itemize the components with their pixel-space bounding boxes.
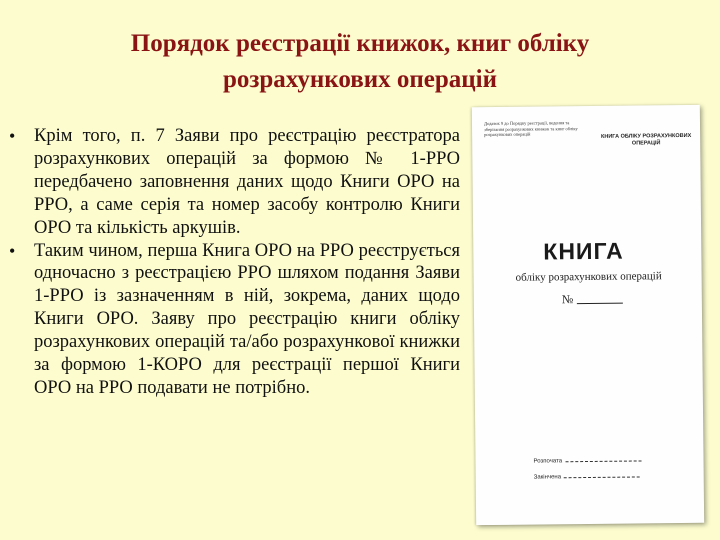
annex-note: Додаток 9 до Порядку реєстрації, ведення та зберігання розрахункових книжок та книг обліку розрахункових операцій bbox=[483, 120, 578, 138]
finished-label: Закінчена bbox=[533, 474, 562, 481]
finished-blank-line bbox=[564, 476, 640, 478]
bullet-item-1 bbox=[9, 125, 460, 240]
cover-number-label: № bbox=[561, 292, 574, 307]
slide-title bbox=[0, 26, 720, 98]
bullet-text-2: Таким чином, перша Книга ОРО на РРО реєструється одночасно з реєстрацією РРО шляхом подання Заяви 1-РРО із зазначенням в ній, зокрема, даних щодо Книги ОРО. Заяву про реєстрацію книги обліку розрахункових операцій та/або розрахункової книжки за формою 1-КОРО для реєстрації першої Книги ОРО на РРО подавати не потрібно. bbox=[34, 240, 460, 398]
slide-title-line-1: Порядок реєстрації книжок, книг обліку bbox=[130, 30, 590, 57]
started-label: Розпочата bbox=[533, 458, 563, 465]
started-blank-line bbox=[565, 460, 641, 462]
bullet-item-2 bbox=[9, 240, 460, 400]
cover-subtitle: обліку розрахункових операцій bbox=[515, 270, 662, 284]
cover-header: КНИГА ОБЛІКУ РОЗРАХУНКОВИХ ОПЕРАЦІЙ bbox=[600, 132, 692, 147]
document-image bbox=[468, 96, 720, 540]
slide-title-line-2: розрахункових операцій bbox=[222, 66, 498, 93]
bullet-icon: • bbox=[9, 240, 16, 261]
bullet-icon: • bbox=[9, 126, 16, 146]
number-blank-line bbox=[577, 303, 623, 304]
cover-title: КНИГА bbox=[543, 237, 624, 265]
started-field bbox=[534, 457, 642, 464]
cover-number-field bbox=[562, 292, 624, 308]
finished-field bbox=[534, 473, 640, 480]
bullet-text-1: Крім того, п. 7 Заяви про реєстрацію реєстратора розрахункових операцій за формою № 1-РРО передбачено заповнення даних щодо Книги ОРО на РРО, а саме серія та номер засобу контролю Книги ОРО та кількість аркушів. bbox=[34, 126, 460, 238]
bullet-list bbox=[9, 125, 460, 400]
book-cover-page bbox=[472, 105, 704, 525]
